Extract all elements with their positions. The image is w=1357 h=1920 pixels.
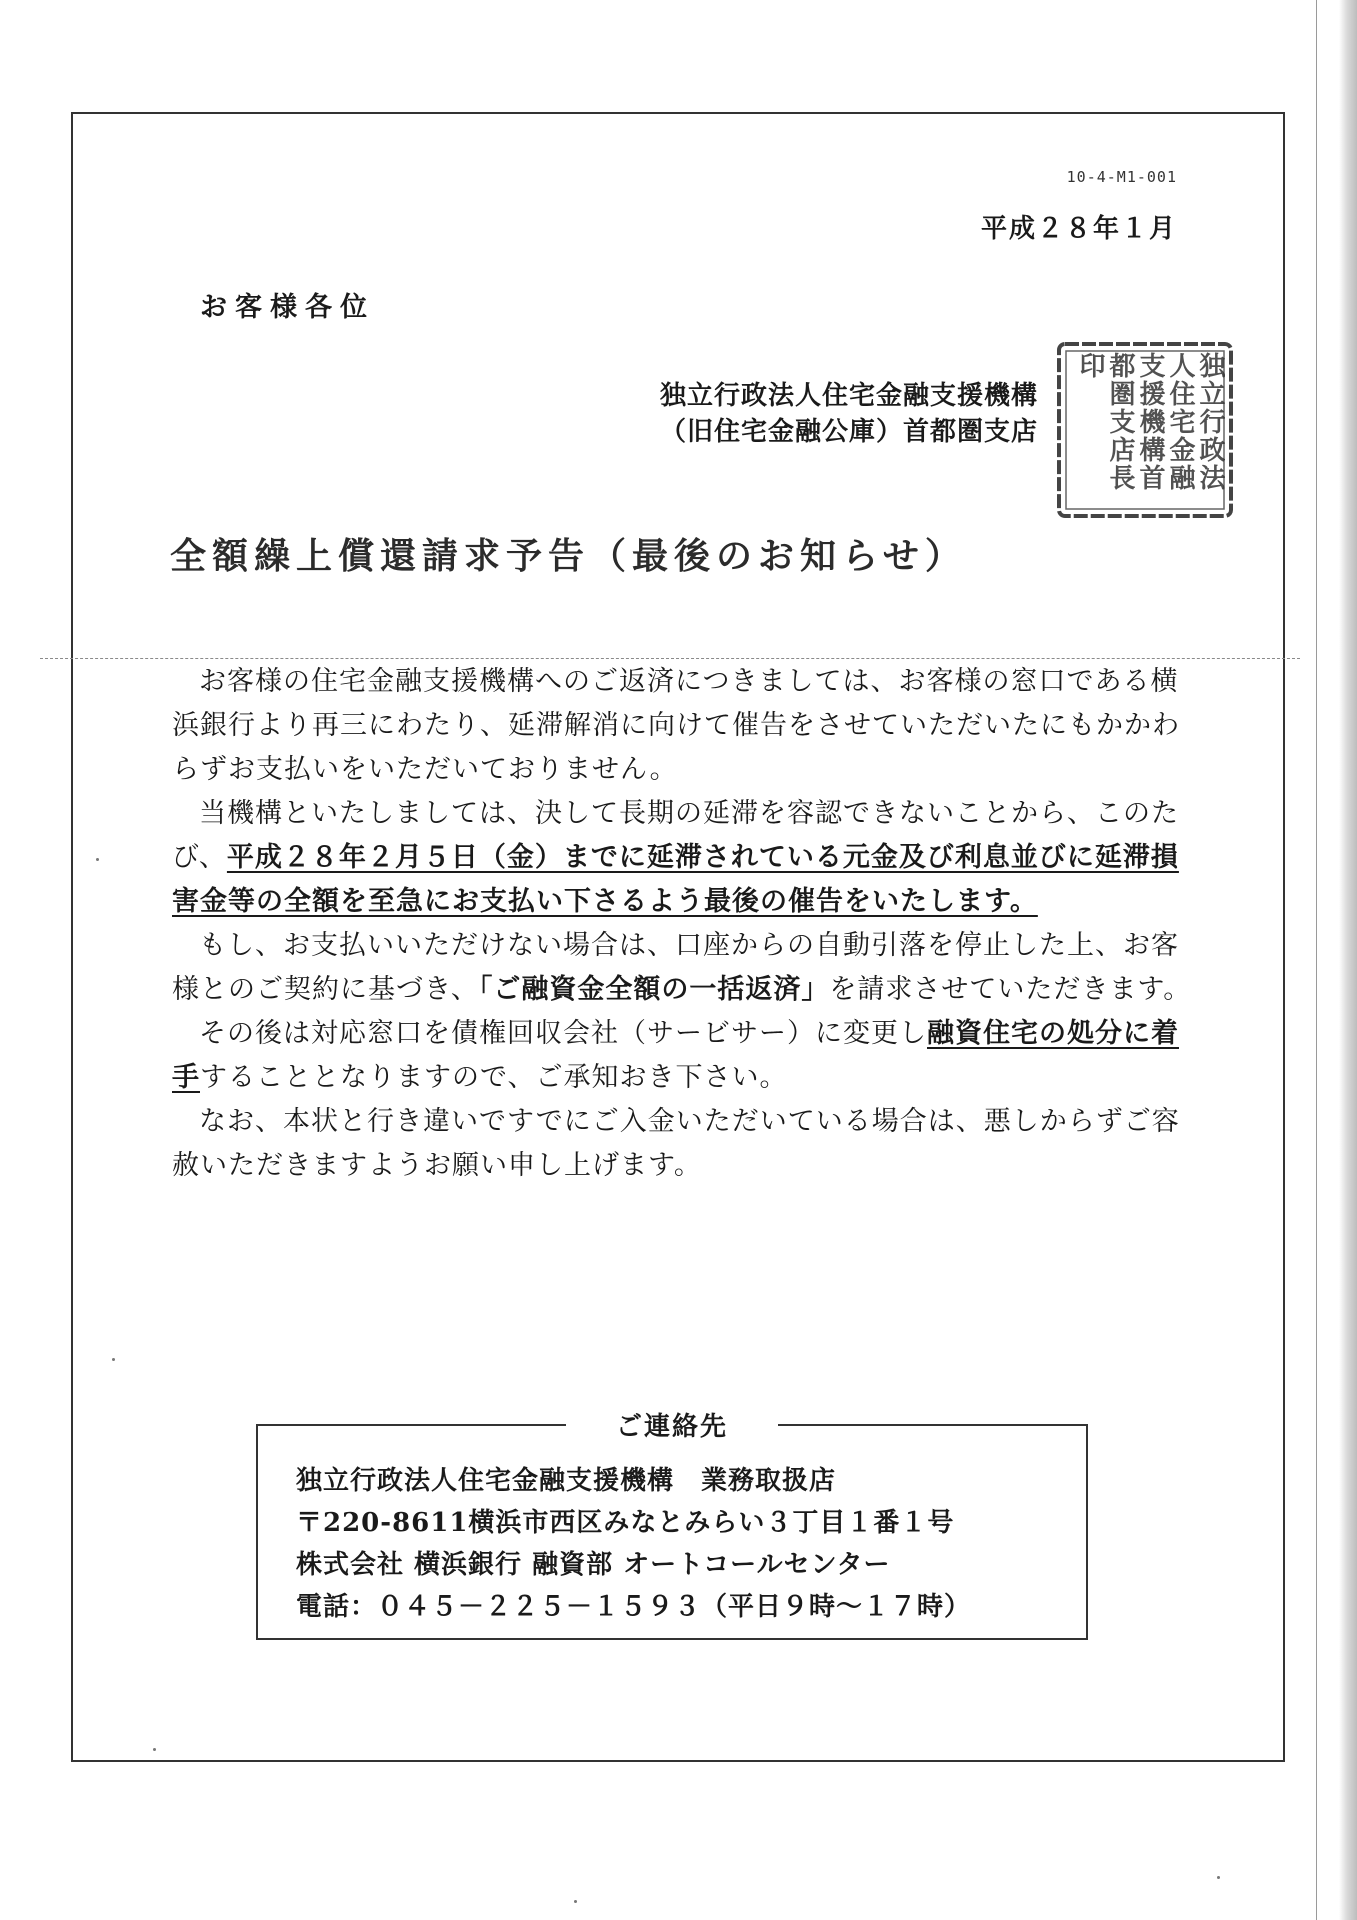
fold-line: [40, 658, 1300, 659]
contact-bank: 株式会社 横浜銀行 融資部 オートコールセンター: [296, 1550, 891, 1580]
paragraph-4: [172, 1012, 1192, 1100]
paragraph-4-text: その後は対応窓口を債権回収会社（サービサー）に変更し: [199, 1018, 927, 1049]
contact-heading-wrap: [258, 1406, 1086, 1443]
salutation: お客様各位: [200, 292, 375, 323]
contact-box: [256, 1412, 1088, 1640]
paragraph-4-tail: することとなりますので、ご承知おき下さい。: [200, 1062, 788, 1093]
scan-edge-line: [1316, 0, 1317, 1920]
scan-speck: [1217, 1876, 1220, 1879]
paragraph-3-tail: を請求させていただきます。: [829, 974, 1192, 1005]
contact-heading: ご連絡先: [566, 1412, 778, 1442]
property-disposal-notice: 融資住宅の処分に着手: [172, 1018, 1179, 1093]
paragraph-3-text: もし、お支払いいただけない場合は、口座からの自動引落を停止した上、お客様とのご契約に基づき、: [172, 930, 1179, 1005]
sender-block: [660, 378, 1038, 450]
contact-lines: [296, 1460, 971, 1628]
document-title: 全額繰上償還請求予告（最後のお知らせ）: [170, 535, 967, 577]
contact-organization: 独立行政法人住宅金融支援機構 業務取扱店: [296, 1466, 837, 1496]
paragraph-5: なお、本状と行き違いですでにご入金いただいている場合は、悪しからずご容赦いただきますようお願い申し上げます。: [172, 1106, 1180, 1181]
scan-speck: [112, 1358, 115, 1361]
letter-body: [172, 660, 1192, 1188]
document-code: 10-4-M1-001: [1066, 168, 1177, 186]
contact-phone: 電話：０４５－２２５－１５９３（平日９時～１７時）: [296, 1592, 972, 1622]
paragraph-2: [172, 792, 1192, 924]
paragraph-1: お客様の住宅金融支援機構へのご返済につきましては、お客様の窓口である横浜銀行より再三にわたり、延滞解消に向けて催告をさせていただいたにもかかわらずお支払いをいただいておりません。: [172, 666, 1180, 785]
scan-speck: [96, 858, 99, 861]
official-seal-icon: [1055, 340, 1235, 520]
scan-speck: [153, 1748, 156, 1751]
lump-sum-repayment: 「ご融資金全額の一括返済」: [478, 974, 830, 1005]
contact-address: 〒220-8611横浜市西区みなとみらい３丁目１番１号: [296, 1508, 955, 1538]
sender-branch: （旧住宅金融公庫）首都圏支店: [660, 417, 1039, 447]
paragraph-2-text: 当機構といたしましては、決して長期の延滞を容認できないことから、このたび、: [172, 798, 1179, 873]
paragraph-3: [172, 924, 1192, 1012]
payment-deadline-notice: 平成２８年２月５日（金）までに延滞されている元金及び利息並びに延滞損害金等の全額を至急にお支払い下さるよう最後の催告をいたします。: [172, 842, 1179, 917]
seal-text: 独立行政法人住宅金融支援機構首都圏支店長印: [1075, 352, 1225, 492]
sender-name: 独立行政法人住宅金融支援機構: [660, 381, 1039, 411]
scan-speck: [574, 1900, 577, 1903]
document-date: 平成２８年１月: [980, 214, 1177, 244]
scan-edge: [1339, 0, 1357, 1920]
